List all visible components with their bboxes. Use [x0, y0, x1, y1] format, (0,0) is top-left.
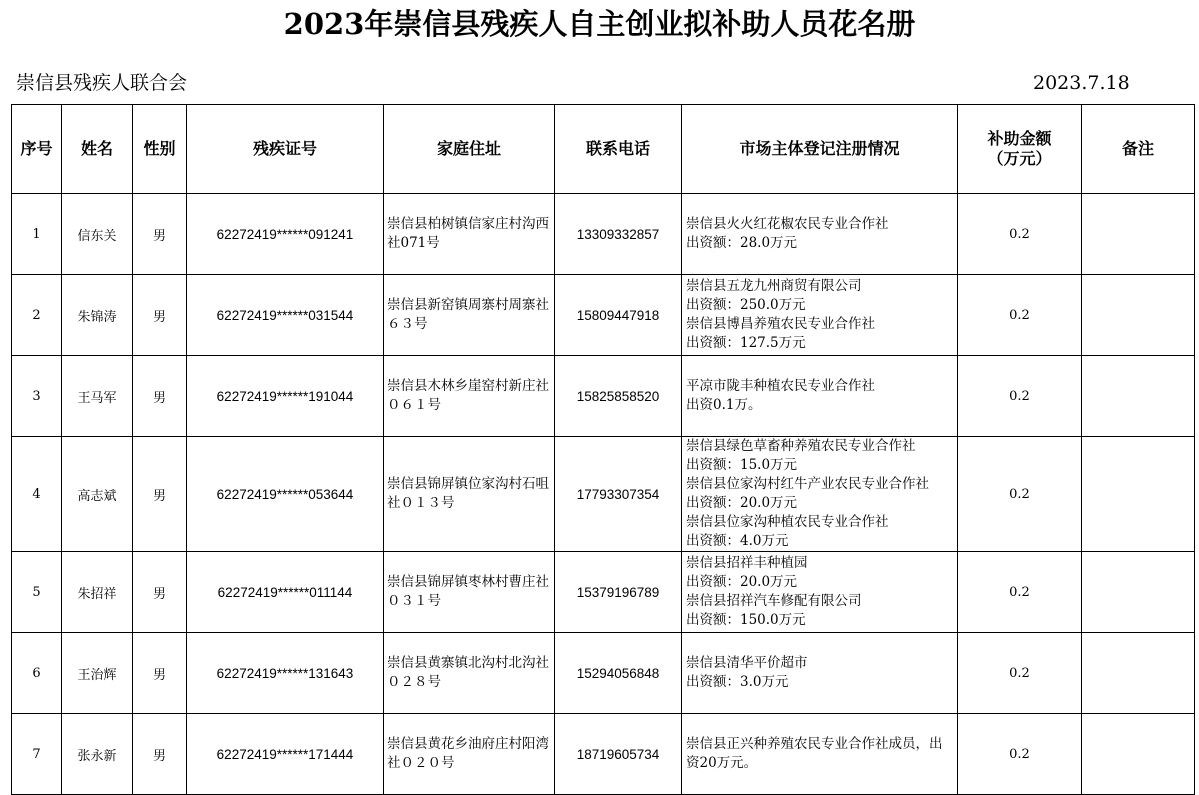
cell-name: 朱招祥 [62, 552, 133, 633]
cell-amount: 0.2 [958, 275, 1082, 356]
cell-seq: 1 [12, 194, 62, 275]
cell-amount: 0.2 [958, 356, 1082, 437]
cell-seq: 2 [12, 275, 62, 356]
cell-registration [682, 356, 958, 437]
cell-gender: 男 [133, 633, 187, 714]
cell-address: 崇信县新窑镇周寨村周寨社６３号 [384, 275, 555, 356]
cell-gender: 男 [133, 714, 187, 795]
cell-amount: 0.2 [958, 714, 1082, 795]
registration-line: 出资额：28.0万元 [686, 235, 798, 251]
registration-line: 平凉市陇丰种植农民专业合作社 [686, 378, 875, 394]
header-phone: 联系电话 [555, 105, 682, 194]
cell-registration [682, 633, 958, 714]
cell-disability-id: 62272419******171444 [187, 714, 384, 795]
registration-line: 出资额：250.0万元 [686, 297, 806, 313]
registration-line: 崇信县位家沟种植农民专业合作社 [686, 514, 889, 530]
registration-line: 崇信县正兴种养殖农民专业合作社成员，出资20万元。 [686, 736, 943, 771]
roster-table [11, 104, 1195, 795]
cell-address: 崇信县黄寨镇北沟村北沟社０２８号 [384, 633, 555, 714]
cell-remark [1082, 194, 1195, 275]
header-seq: 序号 [12, 105, 62, 194]
table-row [12, 194, 1195, 275]
cell-disability-id: 62272419******191044 [187, 356, 384, 437]
cell-name: 王治辉 [62, 633, 133, 714]
cell-amount: 0.2 [958, 552, 1082, 633]
cell-phone: 18719605734 [555, 714, 682, 795]
registration-line: 崇信县博昌养殖农民专业合作社 [686, 316, 875, 332]
organization-name: 崇信县残疾人联合会 [16, 72, 188, 94]
registration-line: 出资0.1万。 [686, 397, 762, 413]
header-name: 姓名 [62, 105, 133, 194]
cell-seq: 6 [12, 633, 62, 714]
cell-amount: 0.2 [958, 437, 1082, 552]
cell-amount: 0.2 [958, 194, 1082, 275]
cell-disability-id: 62272419******131643 [187, 633, 384, 714]
document-title: 2023年崇信县残疾人自主创业拟补助人员花名册 [283, 7, 916, 41]
cell-phone: 15379196789 [555, 552, 682, 633]
cell-remark [1082, 275, 1195, 356]
registration-line: 崇信县五龙九州商贸有限公司 [686, 278, 862, 294]
registration-line: 崇信县绿色草畜种养殖农民专业合作社 [686, 438, 916, 454]
registration-line: 出资额：15.0万元 [686, 457, 798, 473]
registration-line: 崇信县招祥丰种植园 [686, 555, 808, 571]
registration-line: 出资额：150.0万元 [686, 612, 806, 628]
header-gender: 性别 [133, 105, 187, 194]
cell-remark [1082, 552, 1195, 633]
header-amount-line1: 补助金额 [987, 129, 1052, 148]
cell-name: 信东关 [62, 194, 133, 275]
cell-address: 崇信县锦屏镇位家沟村石咀社０１３号 [384, 437, 555, 552]
table-row [12, 552, 1195, 633]
cell-amount: 0.2 [958, 633, 1082, 714]
cell-registration [682, 714, 958, 795]
cell-remark [1082, 356, 1195, 437]
cell-gender: 男 [133, 275, 187, 356]
header-row [12, 105, 1195, 194]
table-row [12, 275, 1195, 356]
header-amount [958, 105, 1082, 194]
cell-gender: 男 [133, 356, 187, 437]
cell-seq: 4 [12, 437, 62, 552]
table-row [12, 714, 1195, 795]
cell-phone: 15809447918 [555, 275, 682, 356]
header-disability-id: 残疾证号 [187, 105, 384, 194]
document-date: 2023.7.18 [1033, 72, 1130, 94]
cell-name: 王马军 [62, 356, 133, 437]
cell-remark [1082, 633, 1195, 714]
cell-address: 崇信县柏树镇信家庄村沟西社071号 [384, 194, 555, 275]
table-row [12, 633, 1195, 714]
cell-remark [1082, 714, 1195, 795]
cell-disability-id: 62272419******091241 [187, 194, 384, 275]
cell-disability-id: 62272419******031544 [187, 275, 384, 356]
cell-name: 朱锦涛 [62, 275, 133, 356]
cell-gender: 男 [133, 437, 187, 552]
cell-seq: 5 [12, 552, 62, 633]
registration-line: 崇信县火火红花椒农民专业合作社 [686, 216, 889, 232]
cell-disability-id: 62272419******053644 [187, 437, 384, 552]
registration-line: 崇信县招祥汽车修配有限公司 [686, 593, 862, 609]
header-amount-line2: （万元） [987, 149, 1052, 168]
cell-registration [682, 437, 958, 552]
cell-phone: 17793307354 [555, 437, 682, 552]
cell-phone: 15294056848 [555, 633, 682, 714]
cell-name: 高志斌 [62, 437, 133, 552]
registration-line: 出资额：4.0万元 [686, 533, 789, 549]
cell-disability-id: 62272419******011144 [187, 552, 384, 633]
cell-phone: 13309332857 [555, 194, 682, 275]
registration-line: 出资额：127.5万元 [686, 335, 806, 351]
registration-line: 出资额：3.0万元 [686, 674, 789, 690]
header-remark: 备注 [1082, 105, 1195, 194]
cell-registration [682, 552, 958, 633]
registration-line: 出资额：20.0万元 [686, 574, 798, 590]
cell-seq: 3 [12, 356, 62, 437]
cell-seq: 7 [12, 714, 62, 795]
cell-address: 崇信县木林乡崖窑村新庄社０６１号 [384, 356, 555, 437]
cell-phone: 15825858520 [555, 356, 682, 437]
table-row [12, 356, 1195, 437]
header-address: 家庭住址 [384, 105, 555, 194]
cell-address: 崇信县黄花乡油府庄村阳湾社０２０号 [384, 714, 555, 795]
cell-gender: 男 [133, 194, 187, 275]
cell-registration [682, 194, 958, 275]
cell-registration [682, 275, 958, 356]
registration-line: 崇信县清华平价超市 [686, 655, 808, 671]
header-registration: 市场主体登记注册情况 [682, 105, 958, 194]
cell-remark [1082, 437, 1195, 552]
cell-gender: 男 [133, 552, 187, 633]
cell-name: 张永新 [62, 714, 133, 795]
registration-line: 崇信县位家沟村红牛产业农民专业合作社 出资额：20.0万元 [686, 476, 947, 511]
table-row [12, 437, 1195, 552]
cell-address: 崇信县锦屏镇枣林村曹庄社０３１号 [384, 552, 555, 633]
